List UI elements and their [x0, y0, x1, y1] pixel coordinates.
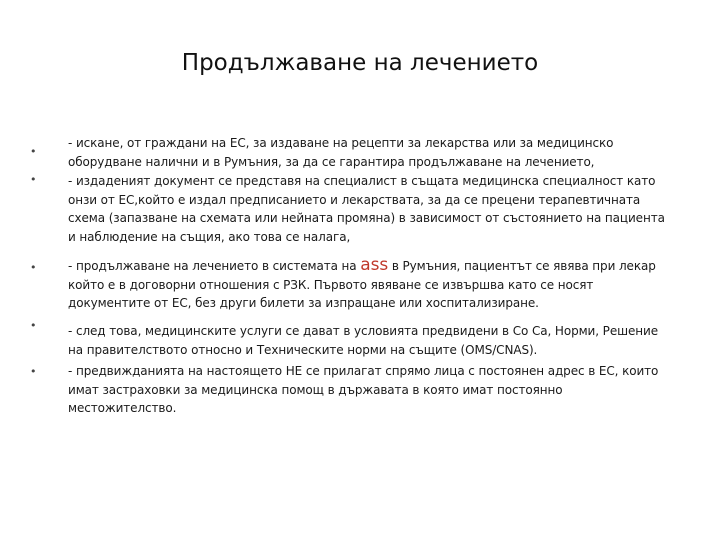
bullet-icon [30, 264, 38, 272]
paragraph-3 [68, 257, 668, 313]
bullet-icon [30, 148, 38, 156]
paragraph-2: - издаденият документ се представя на специалист в същата медицинска специалност като онзи от ЕС,който е издал предписанието и лекарствата, за да се прецени терапевтичната схема (запазване на схемата или нейната промяна) в зависимост от състоянието на пациента и наблюдение на същия, ако това се налага, [68, 174, 665, 244]
bullet-icon [30, 368, 38, 376]
paragraph-5: - предвижданията на настоящето НЕ се прилагат спрямо лица с постоянен адрес в ЕС, които имат застраховки за медицинска помощ в държавата в която имат постоянно местожителство. [68, 364, 659, 415]
bullet-icon [30, 176, 38, 184]
slide-title: Продължаване на лечението [181, 50, 539, 76]
highlight-text: ass [360, 255, 389, 275]
paragraph-1: - искане, от граждани на ЕС, за издаване на рецепти за лекарства или за медицинско оборудване налични и в Румъния, за да се гарантира продължаване на лечението, [68, 136, 614, 169]
paragraph-4: - след това, медицинските услуги се дават в условията предвидени в Со Са, Норми, Решение на правителството относно и Техническите норми на същите (OMS/CNAS). [68, 324, 658, 357]
paragraph-3-end: в Румъния, пациентът се явява при лекар който е в договорни отношения с РЗК. Първото явяване се извършва като се носят документите от ЕС, без други билети за изпращане или хоспитализиране. [68, 259, 656, 310]
bullet-icon [30, 322, 38, 330]
paragraph-3-start: - продължаване на лечението в системата на [68, 259, 361, 273]
